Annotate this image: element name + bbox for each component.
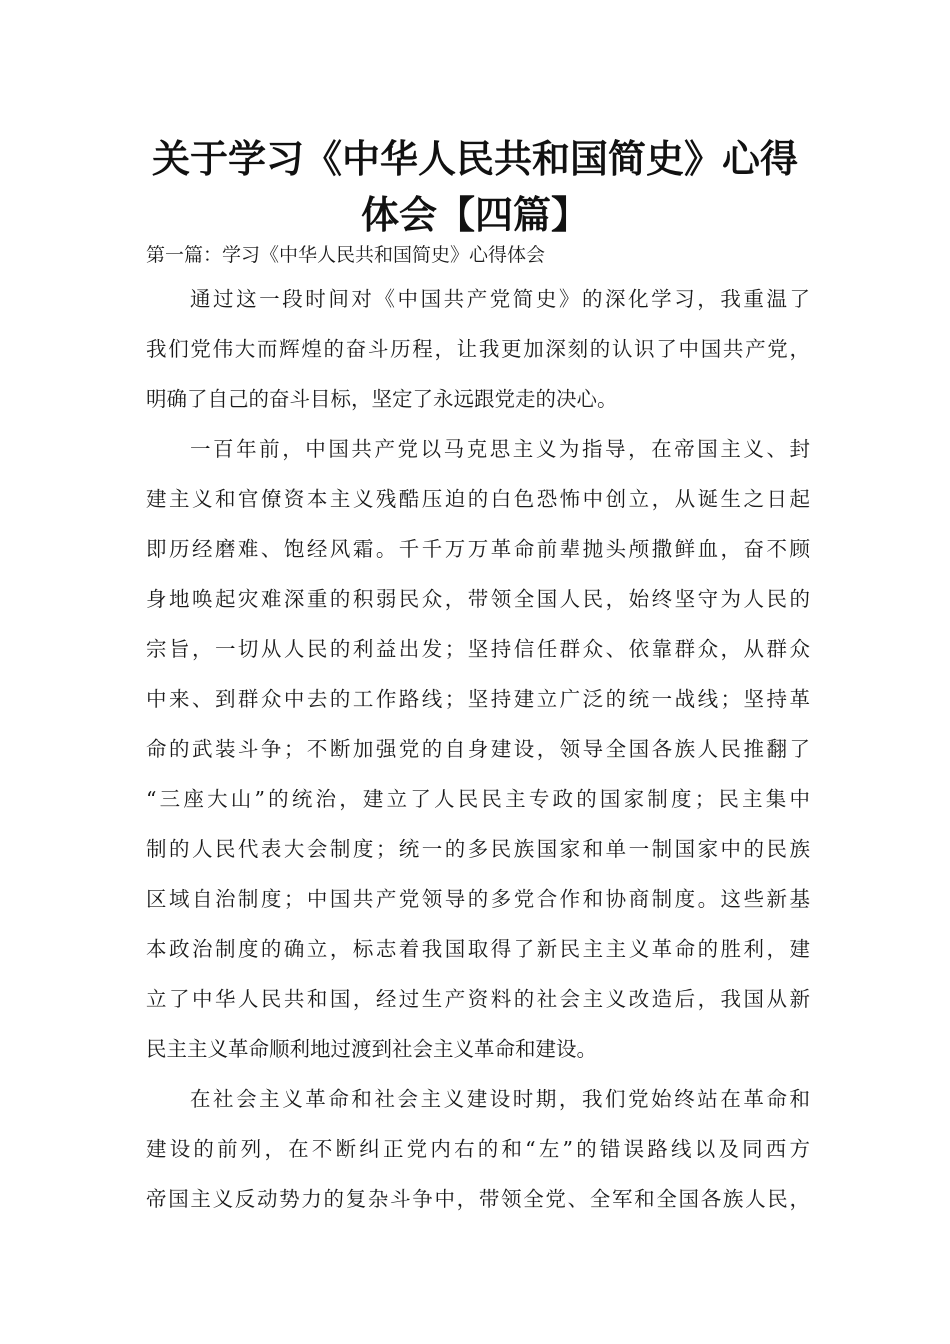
document-title-line-2: 体会【四篇】 bbox=[360, 193, 589, 237]
body-line: 建主义和官僚资本主义残酷压迫的白色恐怖中创立，从诞生之日起 bbox=[146, 487, 810, 511]
body-line: 明确了自己的奋斗目标，坚定了永远跟党走的决心。 bbox=[146, 387, 618, 411]
body-line: 区域自治制度；中国共产党领导的多党合作和协商制度。这些新基 bbox=[146, 887, 810, 911]
body-line: 中来、到群众中去的工作路线；坚持建立广泛的统一战线；坚持革 bbox=[146, 687, 810, 711]
body-line: 通过这一段时间对《中国共产党简史》的深化学习，我重温了 bbox=[190, 287, 810, 311]
body-line: “三座大山”的统治，建立了人民民主专政的国家制度；民主集中 bbox=[146, 787, 810, 811]
body-line: 即历经磨难、饱经风霜。千千万万革命前辈抛头颅撒鲜血，奋不顾 bbox=[146, 537, 810, 561]
body-line: 制的人民代表大会制度；统一的多民族国家和单一制国家中的民族 bbox=[146, 837, 810, 861]
body-line: 建设的前列，在不断纠正党内右的和“左”的错误路线以及同西方 bbox=[146, 1137, 810, 1161]
body-line: 帝国主义反动势力的复杂斗争中，带领全党、全军和全国各族人民， bbox=[146, 1187, 810, 1211]
body-line: 宗旨，一切从人民的利益出发；坚持信任群众、依靠群众，从群众 bbox=[146, 637, 810, 661]
body-line: 命的武装斗争；不断加强党的自身建设，领导全国各族人民推翻了 bbox=[146, 737, 810, 761]
body-line: 一百年前，中国共产党以马克思主义为指导，在帝国主义、封 bbox=[190, 437, 810, 461]
body-line: 立了中华人民共和国，经过生产资料的社会主义改造后，我国从新 bbox=[146, 987, 810, 1011]
body-line: 在社会主义革命和社会主义建设时期，我们党始终站在革命和 bbox=[190, 1087, 810, 1111]
body-line: 本政治制度的确立，标志着我国取得了新民主主义革命的胜利，建 bbox=[146, 937, 810, 961]
section-heading: 第一篇：学习《中华人民共和国简史》心得体会 bbox=[146, 244, 546, 266]
body-line: 民主主义革命顺利地过渡到社会主义革命和建设。 bbox=[146, 1037, 597, 1061]
body-line: 身地唤起灾难深重的积弱民众，带领全国人民，始终坚守为人民的 bbox=[146, 587, 810, 611]
body-line: 我们党伟大而辉煌的奋斗历程，让我更加深刻的认识了中国共产党， bbox=[146, 337, 810, 361]
document-title-line-1: 关于学习《中华人民共和国简史》心得 bbox=[151, 137, 798, 181]
